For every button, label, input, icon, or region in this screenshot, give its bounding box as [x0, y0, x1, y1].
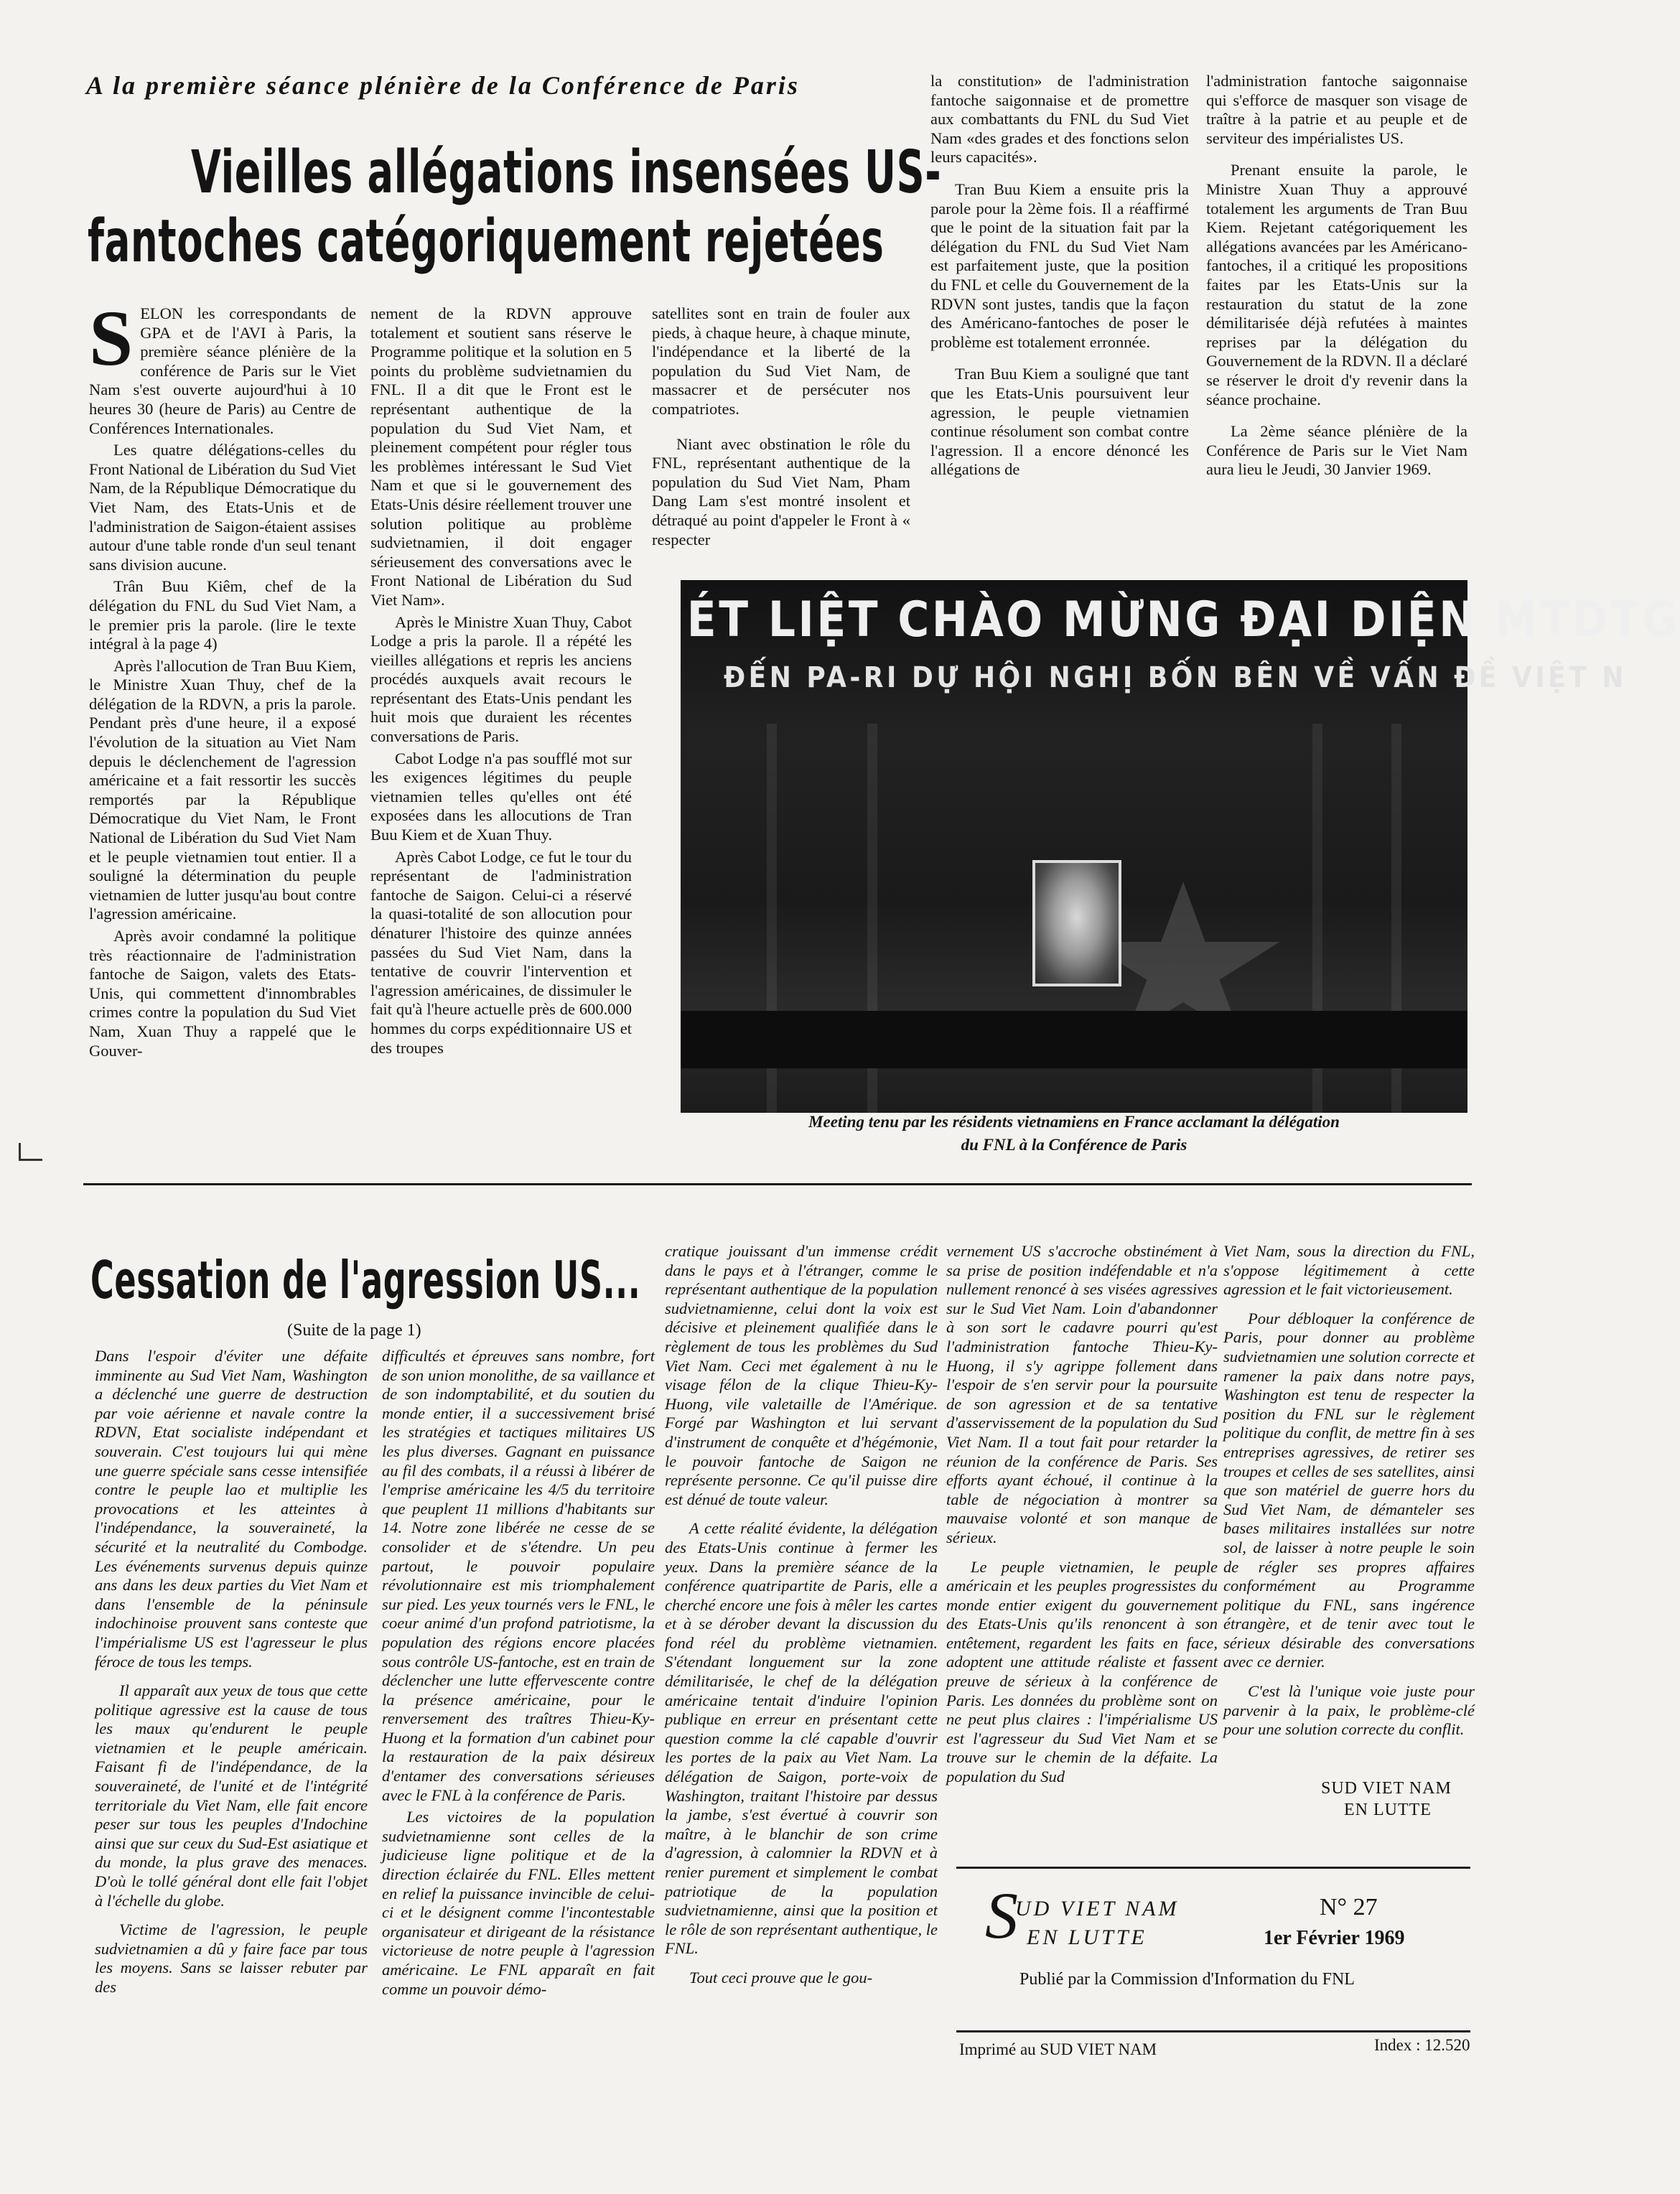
paragraph: vernement US s'accroche obstinément à sa prise de position indéfendable et n'a nullement renoncé à ses visées agressives sur le Sud Viet Nam. Loin d'abandonner à son sort le cadavre pourri qu'est l'administration fantoche Thieu-Ky-Huong, il s'y agrippe follement dans l'espoir de s'en servir pour la poursuite de son agression et de sa tentative d'asservissement de la population du Sud Viet Nam. Il a tout fait pour retarder la réunion de la conférence de Paris. Ses efforts ayant échoué, il continue à la table de négociation à montrer sa mauvaise volonté et son manque de sérieux. [946, 1242, 1218, 1546]
publisher-line: Publié par la Commission d'Information du FNL [1019, 1970, 1355, 1989]
top-column-2 [370, 304, 632, 1058]
paragraph: difficultés et épreuves sans nombre, fort de son union monolithe, de sa vaillance et de son indomptabilité, et du soutien du monde entier, il a successivement brisé les stratégies et tactiques militaires US les plus diverses. Gagnant en puissance au fil des combats, il a réussi à libérer de l'emprise américaine les 4/5 du territoire que peuplent 11 millions d'habitants sur 14. Notre zone libérée ne cesse de se consolider et de s'étendre. Un peu partout, le pouvoir populaire révolutionnaire est mis triomphalement sur pied. Les yeux tournés vers le FNL, le coeur animé d'un profond patriotisme, la population des régions encore placées sous contrôle US-fantoche, est en train de déclencher une lutte effervescente contre la présence américaine, pour le renversement des traîtres Thieu-Ky-Huong et la formation d'un cabinet pour la restauration de la paix désireux d'entamer des conversations sérieuses avec le FNL à la conférence de Paris. [382, 1347, 655, 1804]
bottom-headline: Cessation de l'agression US... [90, 1250, 641, 1310]
article-headline-line2: fantoches catégoriquement rejetées [88, 207, 885, 276]
paragraph: Tran Buu Kiem a souligné que tant que les Etats-Unis poursuivent leur agression, le peuple vietnamien continue résolument son combat contre l'agression. Il a encore dénoncé les allégations de [930, 365, 1189, 479]
bottom-column-5 [1223, 1242, 1475, 1740]
paragraph: Niant avec obstination le rôle du FNL, représentant authentique de la population du Sud Viet Nam, Pham Dang Lam s'est montré insolent et détraqué au point d'appeler le Front à « respecter [652, 434, 910, 548]
masthead-top-rule [956, 1867, 1470, 1869]
paragraph: Prenant ensuite la parole, le Ministre Xuan Thuy a approuvé totalement les arguments de Tran Buu Kiem. Rejetant catégoriquement les allégations avancées par les Américano-fantoches, il a critiqué les propositions faites par les Etats-Unis sur la restauration du statut de la zone démilitarisée déjà refutées à maintes reprises par la délégation du Gouvernement de la RDVN. Il a déclaré se réserver le droit d'y revenir dans la séance prochaine. [1206, 161, 1467, 409]
drop-cap: S [89, 294, 134, 382]
paragraph: Après Cabot Lodge, ce fut le tour du représentant de l'administration fantoche de Saigon. Celui-ci a réservé la quasi-totalité de son allocution pour dénaturer l'histoire des quinze années passées du Sud Viet Nam, dans la tentative de couvrir l'intervention et l'agression américaines, de dissimuler le fait qu'à l'heure actuelle près de 600.000 hommes du corps expéditionnaire US et des troupes [370, 847, 632, 1057]
bottom-column-3 [665, 1242, 938, 1988]
paragraph: Tran Buu Kiem a ensuite pris la parole pour la 2ème fois. Il a réaffirmé que le point de la situation fait par la délégation du FNL du Sud Viet Nam est parfaitement juste, que la position du FNL et celle du Gouvernement de la RDVN sont justes, tandis que la façon des Américano-fantoches de poser le problème est totalement erronnée. [930, 179, 1189, 351]
paragraph: Cabot Lodge n'a pas soufflé mot sur les exigences légitimes du peuple vietnamien telles qu'elles ont été exposées dans les allocutions de Tran Buu Kiem et de Xuan Thuy. [370, 749, 632, 844]
paragraph: satellites sont en train de fouler aux pieds, à chaque heure, à chaque minute, l'indépendance et la liberté de la population du Sud Viet Nam, de massacrer et de persécuter nos compatriotes. [652, 304, 910, 418]
issue-date: 1er Février 1969 [1264, 1927, 1405, 1949]
article-kicker: A la première séance plénière de la Conférence de Paris [86, 71, 800, 100]
paragraph: La 2ème séance plénière de la Conférence de Paris sur le Viet Nam aura lieu le Jeudi, 30 Janvier 1969. [1206, 422, 1467, 479]
printer-line: Imprimé au SUD VIET NAM [959, 2040, 1157, 2058]
paragraph: Le peuple vietnamien, le peuple américain et les peuples progressistes du monde entier exigent du gouvernement des Etats-Unis qu'ils renoncent à son entêtement, regardent les faits en face, adoptent une attitude réaliste et fassent preuve de sérieux à la conférence de Paris. Les données du problème sont on ne peut plus claires : l'impérialisme US est l'agresseur du Sud Viet Nam et se trouve sur le chemin de la défaite. La population du Sud [946, 1557, 1218, 1786]
paragraph: A cette réalité évidente, la délégation des Etats-Unis continue à fermer les yeux. Dans la première séance de la conférence quatripartite de Paris, elle a cherché encore une fois à mêler les cartes et à se dérober devant la discussion du fond réel du problème vietnamien. S'étendant longuement sur la zone démilitarisée, le chef de la délégation américaine tentait d'induire l'opinion publique en erreur en présentant cette question comme la clé capable d'ouvrir les portes de la paix au Viet Nam. La délégation de Saigon, porte-voix de Washington, traitant l'histoire par dessus la jambe, s'est évertué à couvrir son maître, à le blanchir de son crime d'agression, à calomnier la RDVN et à renier purement et simplement le combat patriotique de la population sudvietnamienne, ainsi que la position et le rôle de son représentant authentique, le FNL. [665, 1519, 938, 1958]
top-column-5 [1206, 72, 1467, 480]
paragraph: nement de la RDVN approuve totalement et soutient sans réserve le Programme politique et la solution en 5 points du problème sudvietnamien du FNL. Il a dit que le Front est le représentant authentique de la population du Sud Viet Nam, et pleinement compétent pour régler tous les problèmes intéressant le Sud Viet Nam et que si le gouvernement des Etats-Unis désire réellement trouver une solution politique au problème sudvietnamien, il doit engager sérieusement des conversations avec le Front National de Libération du Sud Viet Nam». [370, 304, 632, 609]
top-column-1 [89, 294, 356, 1060]
photo-caption-line1: Meeting tenu par les résidents vietnamiens en France acclamant la délégation [808, 1113, 1340, 1131]
paragraph: la constitution» de l'administration fantoche saigonnaise et de promettre aux combattants du FNL du Sud Viet Nam «des grades et des fonctions selon leurs capacités». [930, 72, 1189, 167]
bottom-column-1 [95, 1347, 368, 1997]
bottom-column-4 [946, 1242, 1218, 1787]
left-margin-mark [19, 1143, 42, 1161]
paragraph: Trân Buu Kiêm, chef de la délégation du FNL du Sud Viet Nam, a le premier pris la parole. (lire le texte intégral à la page 4) [89, 577, 356, 653]
index-number: Index : 12.520 [1374, 2036, 1470, 2054]
paragraph: Il apparaît aux yeux de tous que cette politique agressive est la cause de tous les maux qu'endurent le peuple vietnamien et le peuple américain. Faisant fi de l'indépendance, de la souveraineté, de l'unité et de l'intégrité territoriale du Viet Nam, elle fait encore peser sur tous les peuples d'Indochine ainsi que sur ceux du Sud-Est asiatique et du monde, la plus grave des menaces. D'où le tollé général dont elle fait l'objet à l'échelle du globe. [95, 1681, 368, 1910]
portrait-image [1032, 860, 1121, 986]
signature-line2: EN LUTTE [1344, 1801, 1432, 1819]
photo-caption-line2: du FNL à la Conférence de Paris [961, 1136, 1187, 1154]
paragraph: Viet Nam, sous la direction du FNL, s'oppose légitimement à cette agression et le fait victorieusement. [1223, 1242, 1475, 1299]
paragraph: cratique jouissant d'un immense crédit dans le pays et à l'étranger, comme le représentant authentique de la population sudvietnamienne, celui dont la voix est décisive et pleinement qualifiée dans le règlement de tous les problèmes du Sud Viet Nam. Ceci met également à nu le visage félon de la clique Thieu-Ky-Huong, vile valetaille de l'Amérique. Forgé par Washington et lui servant d'instrument de conquête et d'hégémonie, le pouvoir fantoche de Saigon ne représente personne. Ce qu'il puisse dire est dénué de toute valeur. [665, 1242, 938, 1508]
paragraph: Les quatre délégations-celles du Front National de Libération du Sud Viet Nam, de la République Démocratique du Viet Nam, des Etats-Unis et de l'administration de Saigon-étaient assises autour d'une table ronde d'un seul tenant sans division aucune. [89, 441, 356, 574]
paragraph: Victime de l'agression, le peuple sudvietnamien a dû y faire face par tous les moyens. Sans se laisser rebuter par des [95, 1920, 368, 1996]
top-column-4 [930, 72, 1189, 480]
paragraph: ELON les correspondants de GPA et de l'AVI à Paris, la première séance plénière de la conférence de Paris sur le Viet Nam s'est ouverte aujourd'hui à 10 heures 30 (heure de Paris) au Centre de Conférences Internationales. [89, 304, 356, 437]
paragraph: Après l'allocution de Tran Buu Kiem, le Ministre Xuan Thuy, chef de la délégation de la RDVN, a pris la parole. Pendant près d'une heure, il a exposé l'évolution de la situation au Viet Nam depuis le déclenchement de l'agression américaine et a fait ressortir les succès remportés par la République Démocratique du Viet Nam, le Front National de Libération du Sud Viet Nam et le peuple vietnamien tout entier. Il a souligné la détermination du peuple vietnamien de lutter jusqu'au bout contre l'agression américaine. [89, 656, 356, 923]
issue-number: N° 27 [1320, 1894, 1378, 1920]
paragraph: Après avoir condamné la politique très réactionnaire de l'administration fantoche de Saigon, valets des Etats-Unis, qui commettent d'innombrables crimes contre la population du Sud Viet Nam, Xuan Thuy a rappelé que le Gouver- [89, 927, 356, 1060]
top-column-3 [652, 304, 910, 549]
article-headline-line1: Vieilles allégations insensées US- [191, 139, 942, 207]
masthead-initial: S [985, 1879, 1018, 1952]
paragraph: Dans l'espoir d'éviter une défaite imminente au Sud Viet Nam, Washington a déclenché une guerre de destruction par voie aérienne et navale contre la RDVN, Etat socialiste indépendant et souverain. C'est toujours lui qui mène une guerre spéciale sans cesse intensifiée contre le peuple lao et multiplie les provocations et les atteintes à l'indépendance, la souveraineté, la sécurité et la neutralité du Combodge. Les événements survenus depuis quinze ans dans les deux parties du Viet Nam et dans l'ensemble de la péninsule indochinoise prouvent sans conteste que l'impérialisme US est l'agresseur le plus féroce de tous les temps. [95, 1347, 368, 1671]
continued-note: (Suite de la page 1) [287, 1321, 421, 1340]
masthead-title-line1: UD VIET NAM [1015, 1897, 1180, 1920]
stage-area [681, 1011, 1467, 1068]
photo-banner-line1: ÉT LIỆT CHÀO MỪNG ĐẠI DIỆN MTDTG [686, 592, 1680, 648]
section-divider [83, 1183, 1472, 1185]
photo-banner-line2: ĐẾN PA-RI DỰ HỘI NGHỊ BỐN BÊN VỀ VẤN ĐỀ VIỆT N [724, 661, 1627, 694]
signature-line1: SUD VIET NAM [1321, 1779, 1452, 1798]
paragraph: C'est là l'unique voie juste pour parvenir à la paix, le problème-clé pour une solution correcte du conflit. [1223, 1682, 1475, 1739]
paragraph: Après le Ministre Xuan Thuy, Cabot Lodge a pris la parole. Il a répété les vieilles allégations et repris les anciens procédés auxquels avait recours le représentant des Etats-Unis pendant les huit mois que duraient les récentes conversations de Paris. [370, 612, 632, 746]
masthead-title-line2: EN LUTTE [1027, 1925, 1147, 1949]
paragraph: Pour débloquer la conférence de Paris, pour donner au problème sudvietnamien une solution correcte et ramener la paix dans notre pays, Washington est tenu de respecter la position du FNL sur le règlement politique du conflit, de mettre fin à ses entreprises agressives, de retirer ses troupes et celles de ses satellites, ainsi que son matériel de guerre hors du Sud Viet Nam, de démanteler ses bases militaires installées sur notre sol, de laisser à notre peuple le soin de régler ses propres affaires conformément au Programme politique du FNL, sans ingérence étrangère, et de tenir avec tout le sérieux désirable des conversations avec ce dernier. [1223, 1309, 1475, 1671]
meeting-photo [681, 580, 1680, 1113]
paragraph: l'administration fantoche saigonnaise qui s'efforce de masquer son visage de traître à la patrie et au peuple et de serviteur des impérialistes US. [1206, 72, 1467, 147]
paragraph: Tout ceci prouve que le gou- [689, 1968, 873, 1987]
paragraph: Les victoires de la population sudvietnamienne sont celles de la judicieuse ligne politique et de la direction éclairée du FNL. Elles mettent en relief la puissance invincible de celui-ci et le désignent comme l'incontestable organisateur et dirigeant de la résistance victorieuse de notre peuple à l'agression américaine. Le FNL apparaît en fait comme un pouvoir démo- [382, 1808, 655, 1998]
bottom-column-2 [382, 1347, 655, 1999]
masthead-bottom-rule [956, 2030, 1470, 2032]
